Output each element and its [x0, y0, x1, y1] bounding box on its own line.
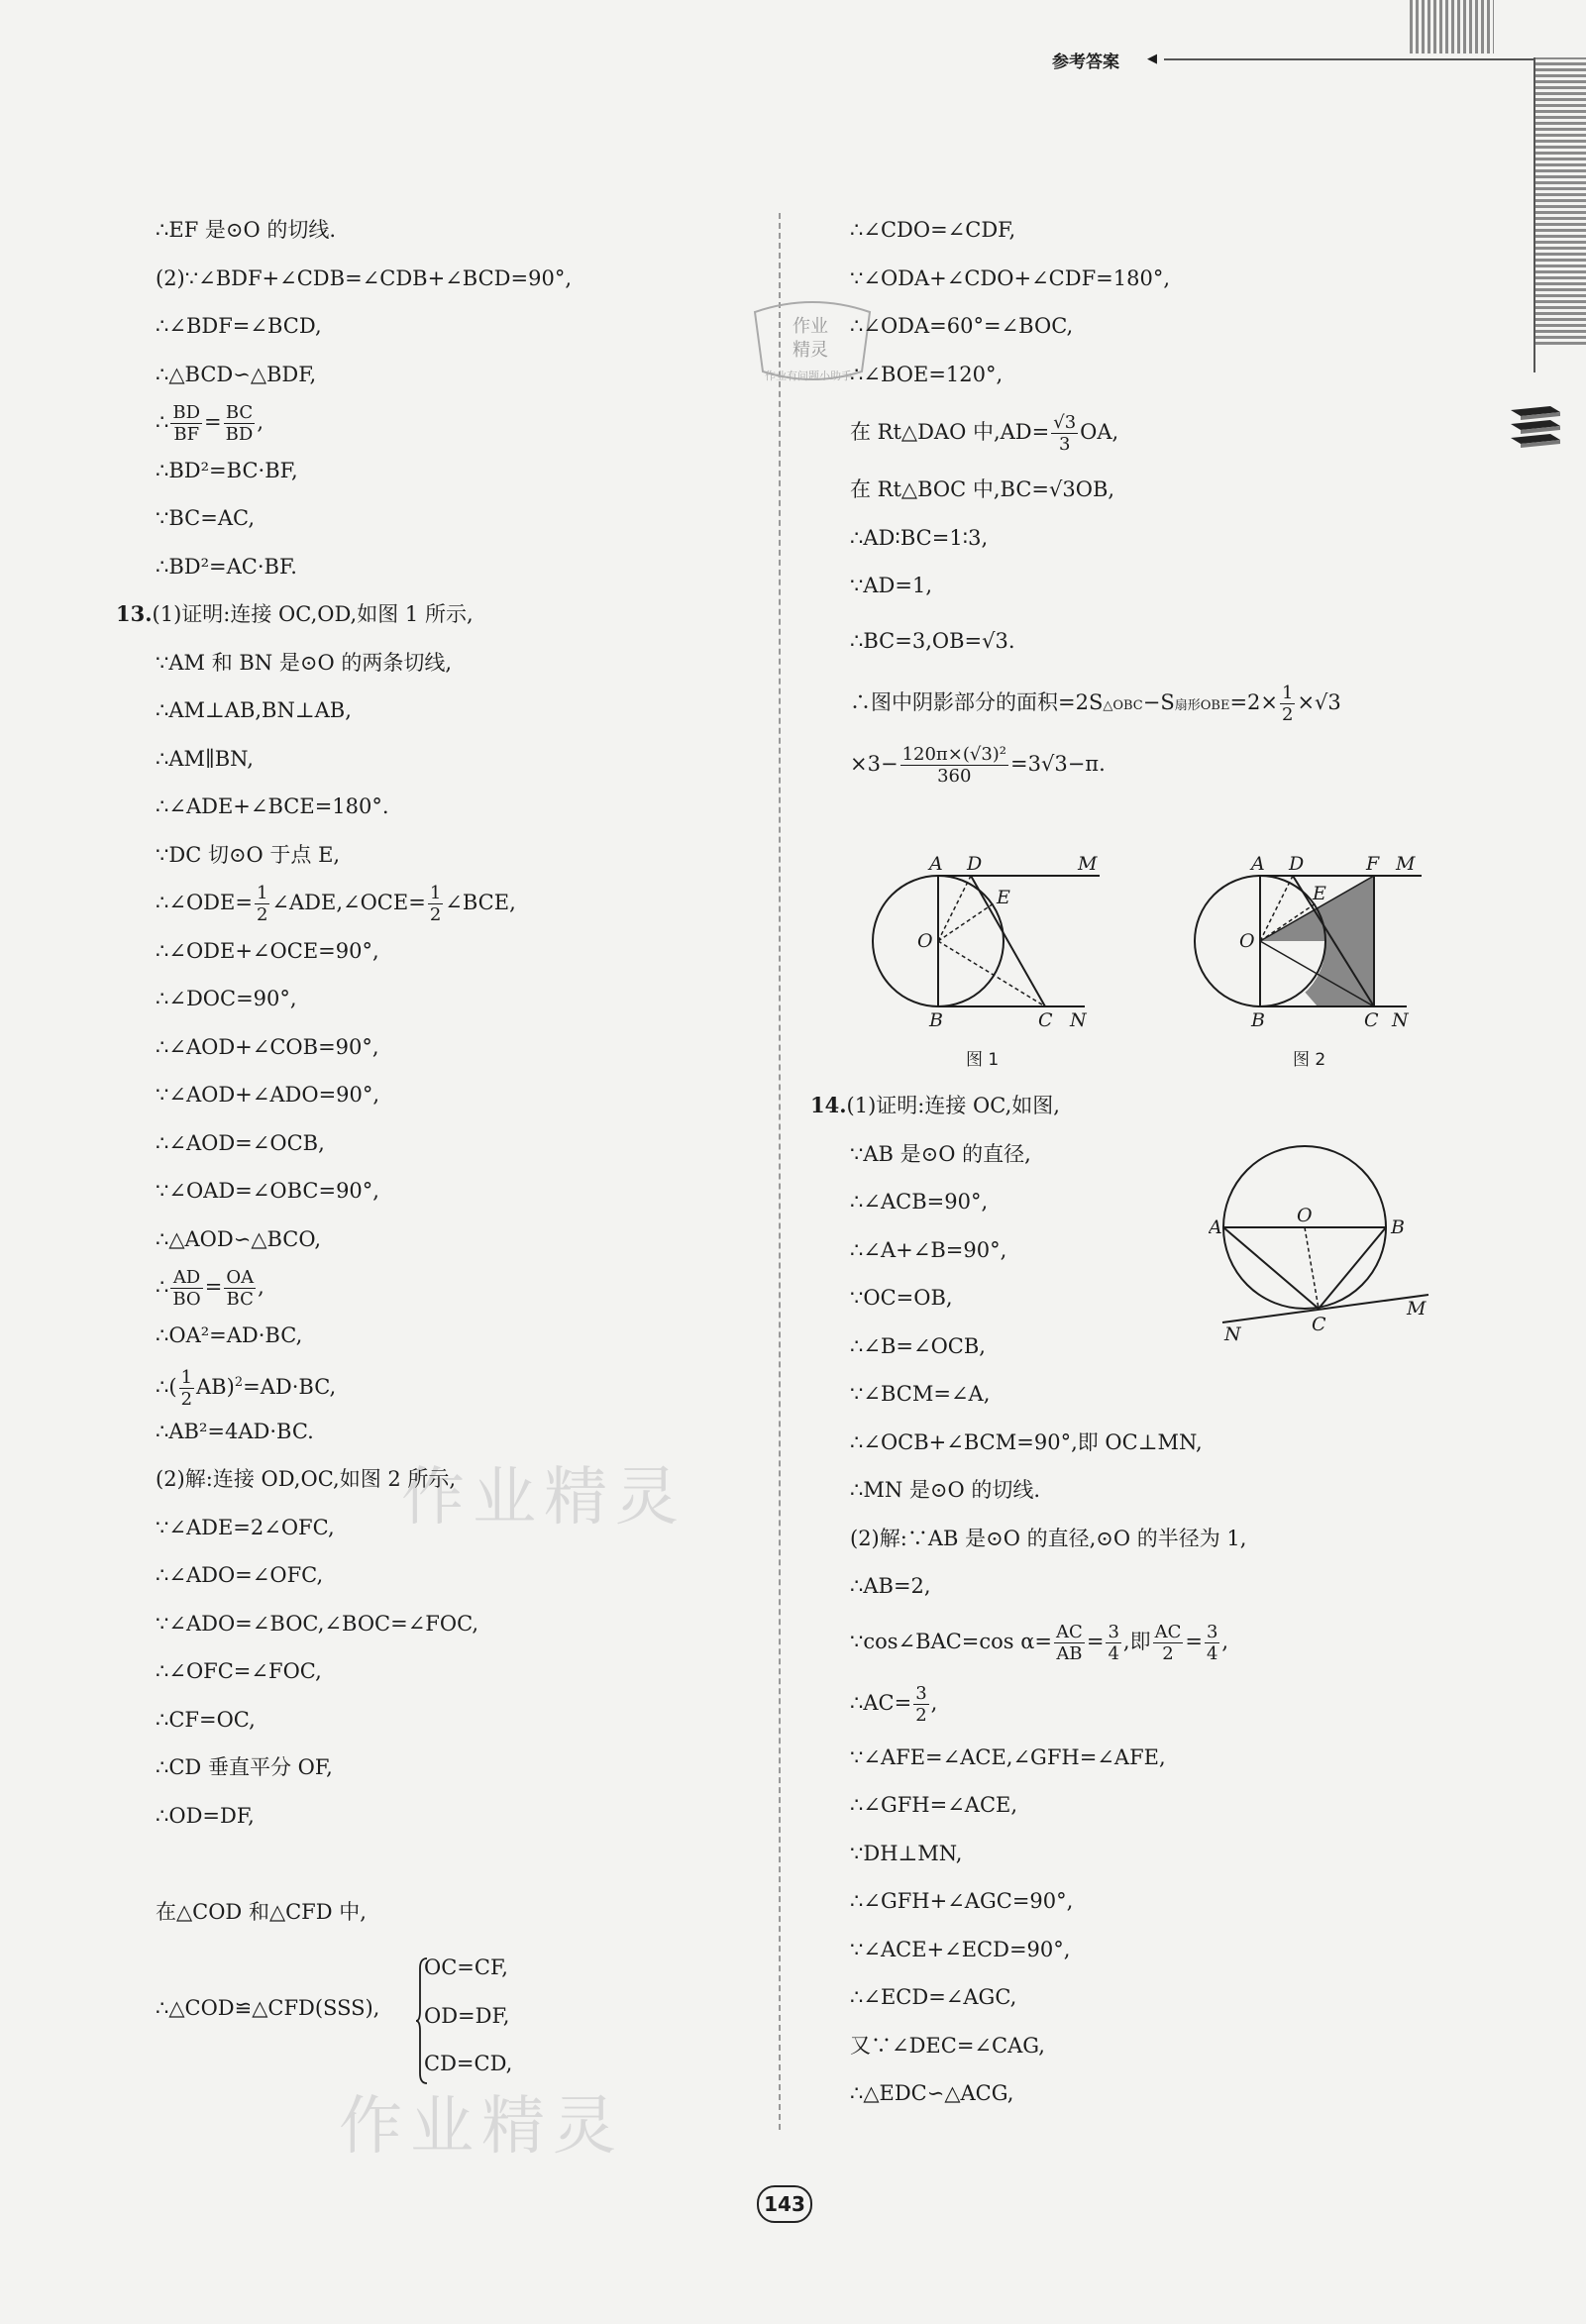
- text-line: ∵∠AFE=∠ACE,∠GFH=∠AFE,: [850, 1744, 1166, 1769]
- text-line: ∵DC 切⊙O 于点 E,: [156, 842, 341, 867]
- header-rule: [1164, 58, 1535, 60]
- text-line: ∴∠ADO=∠OFC,: [156, 1563, 324, 1587]
- text-line: ∵∠ADE=2∠OFC,: [156, 1515, 335, 1539]
- text-line: ∴∠A+∠B=90°,: [850, 1237, 1007, 1262]
- text-line: ∴EF 是⊙O 的切线.: [156, 218, 337, 242]
- fraction-line: ∴图中阴影部分的面积=2S△OBC−S扇形OBE=2× $\frac{1}{2}$ ×√3: [850, 682, 1341, 725]
- text-line: ∵BC=AC,: [156, 506, 256, 530]
- cases-system: [424, 1944, 512, 2088]
- text-line: ∴AB=2,: [850, 1574, 931, 1598]
- fig3-label-m: M: [1407, 1298, 1427, 1320]
- text-line: ∴AM∥BN,: [156, 746, 254, 771]
- svg-text:精灵: 精灵: [793, 340, 828, 361]
- text-line: 14.(1)证明:连接 OC,如图,: [810, 1093, 1060, 1117]
- fraction-line: ×3− $\frac{\text{120π×(√3)²}}{360}$ =3√3−π.: [850, 743, 1106, 787]
- fig1-label-a: A: [929, 853, 943, 875]
- fig1-label-b: B: [929, 1009, 943, 1030]
- text-line: ∴∠GFH=∠ACE,: [850, 1793, 1018, 1817]
- fraction-line: ∴∠ODE= $\frac{1}{2}$ ∠ADE,∠OCE= $\frac{1}{2}$ ∠BCE,: [156, 883, 516, 925]
- text-line: ∵OC=OB,: [850, 1286, 953, 1310]
- header-title: 参考答案: [1052, 53, 1119, 72]
- fig3-label-c: C: [1312, 1314, 1326, 1335]
- column-divider: [779, 213, 781, 2130]
- figure-2-caption: 图 2: [1293, 1050, 1326, 1070]
- right-column: [850, 206, 1464, 794]
- svg-text:作业: 作业: [793, 316, 828, 337]
- figure-2: [1184, 842, 1441, 1030]
- text-line: ∴∠B=∠OCB,: [850, 1333, 986, 1358]
- margin-rule: [1533, 57, 1535, 372]
- watermark: 作业精灵: [401, 1461, 687, 1534]
- text-line: ∵∠AOD+∠ADO=90°,: [156, 1083, 380, 1107]
- text-line: ∴BD²=BC·BF,: [156, 458, 298, 482]
- text-line: ∴△EDC∽△ACG,: [850, 2081, 1014, 2105]
- text-line: ∵∠ODA+∠CDO+∠CDF=180°,: [850, 265, 1171, 290]
- text-line: ∴∠OCB+∠BCM=90°,即 OC⊥MN,: [850, 1429, 1203, 1454]
- fig3-label-b: B: [1391, 1216, 1405, 1238]
- text-line: ∴∠BDF=∠BCD,: [156, 314, 322, 338]
- fig2-label-b: B: [1251, 1009, 1265, 1030]
- case-line: CD=CD,: [424, 2052, 513, 2075]
- books-icon: [1506, 396, 1565, 456]
- text-line: ∴∠ACB=90°,: [850, 1190, 989, 1214]
- fraction-line: ∴( $\frac{1}{2}$ AB)$^2$=AD·BC,: [156, 1367, 337, 1410]
- text-line: ∴∠ECD=∠AGC,: [850, 1985, 1017, 2009]
- svg-text:作业有问题小助手: 作业有问题小助手: [765, 370, 852, 382]
- text-line: ∴∠AOD+∠COB=90°,: [156, 1034, 379, 1059]
- question-number: 13.: [116, 601, 153, 626]
- text-line: ∴∠BOE=120°,: [850, 362, 1004, 386]
- fraction-line: ∵cos∠BAC=cos α= $\frac{AC}{AB}$ = $\frac{3}{4}$ ,即 $\frac{AC}{2}$ = $\frac{3}{4}$ ,: [850, 1621, 1229, 1664]
- header-stripe-decoration: [1410, 0, 1494, 53]
- fig2-label-d: D: [1289, 853, 1305, 875]
- text-line: ∴∠OFC=∠FOC,: [156, 1659, 322, 1683]
- fig2-label-n: N: [1392, 1009, 1409, 1030]
- text-line: ∴CF=OC,: [156, 1707, 256, 1732]
- header-arrow-icon: ◀: [1147, 52, 1157, 66]
- watermark: 作业精灵: [339, 2090, 624, 2164]
- text-line: 13.(1)证明:连接 OC,OD,如图 1 所示,: [116, 601, 474, 626]
- text-line: (2)∵∠BDF+∠CDB=∠CDB+∠BCD=90°,: [156, 265, 573, 290]
- fraction-line: 在 Rt△DAO 中,AD= $\frac{√3}{3}$ OA,: [850, 412, 1119, 455]
- fig1-label-c: C: [1038, 1009, 1053, 1030]
- text-line: ∵AB 是⊙O 的直径,: [850, 1141, 1031, 1166]
- fraction-line: ∴ $\frac{AD}{BO}$ = $\frac{OA}{BC}$ ,: [156, 1267, 264, 1310]
- text-line: ∴MN 是⊙O 的切线.: [850, 1478, 1041, 1502]
- case-line: OC=CF,: [424, 1955, 508, 1979]
- margin-stripe-decoration: [1533, 57, 1586, 345]
- case-line: OD=DF,: [424, 2003, 510, 2028]
- text-line: ∴∠ODE+∠OCE=90°,: [156, 938, 379, 963]
- text-line: ∵∠ACE+∠ECD=90°,: [850, 1937, 1071, 1961]
- text-line: 在△COD 和△CFD 中,: [156, 1899, 367, 1924]
- text-line: ∴AD∶BC=1∶3,: [850, 525, 989, 550]
- fig1-label-o: O: [917, 930, 933, 952]
- text-line: (2)解:∵AB 是⊙O 的直径,⊙O 的半径为 1,: [850, 1526, 1247, 1550]
- fig3-label-o: O: [1297, 1205, 1313, 1226]
- text-line: 在 Rt△BOC 中,BC=√3OB,: [850, 477, 1115, 501]
- text-line: ∴△COD≌△CFD(SSS),: [156, 1995, 380, 2020]
- text-line: ∴△BCD∽△BDF,: [156, 362, 317, 386]
- fig1-label-m: M: [1078, 853, 1098, 875]
- fig2-label-m: M: [1396, 853, 1416, 875]
- text-line: ∵∠BCM=∠A,: [850, 1382, 991, 1406]
- text-line: ∵AM 和 BN 是⊙O 的两条切线,: [156, 650, 453, 675]
- text-line: ∵∠ADO=∠BOC,∠BOC=∠FOC,: [156, 1611, 479, 1636]
- text-line: ∴BC=3,OB=√3.: [850, 628, 1015, 653]
- text-line: ∵AD=1,: [850, 574, 932, 597]
- fig2-label-a: A: [1251, 853, 1265, 875]
- page-number: 143: [757, 2185, 812, 2223]
- fig3-label-n: N: [1224, 1323, 1241, 1342]
- fig2-label-o: O: [1239, 930, 1255, 952]
- left-column: [116, 206, 760, 2032]
- fraction-line: ∴AC= $\frac{3}{2}$ ,: [850, 1682, 938, 1726]
- text-line: ∴∠DOC=90°,: [156, 987, 297, 1010]
- text-line: ∵DH⊥MN,: [850, 1841, 963, 1865]
- text-line: ∴∠AOD=∠OCB,: [156, 1130, 325, 1155]
- text-line: ∴OD=DF,: [156, 1803, 255, 1828]
- text-line: ∴AM⊥AB,BN⊥AB,: [156, 698, 352, 722]
- text-line: ∴OA²=AD·BC,: [156, 1322, 303, 1347]
- text-line: (2)解:连接 OD,OC,如图 2 所示,: [156, 1467, 457, 1491]
- text-line: ∴∠GFH+∠AGC=90°,: [850, 1889, 1074, 1913]
- question-number: 14.: [810, 1093, 847, 1117]
- figure-1-caption: 图 1: [966, 1050, 1000, 1070]
- fig1-label-e: E: [997, 887, 1010, 908]
- fig1-label-n: N: [1070, 1009, 1087, 1030]
- text-line: ∴∠CDO=∠CDF,: [850, 218, 1016, 242]
- text-line: ∴AB²=4AD·BC.: [156, 1419, 314, 1443]
- text-line: ∴∠ADE+∠BCE=180°.: [156, 794, 389, 818]
- fig2-label-e: E: [1313, 883, 1326, 904]
- text-line: ∴CD 垂直平分 OF,: [156, 1755, 333, 1779]
- fig3-label-a: A: [1209, 1216, 1222, 1238]
- fig2-label-c: C: [1364, 1009, 1379, 1030]
- text-line: ∴BD²=AC·BF.: [156, 554, 297, 579]
- text-line: ∴∠ODA=60°=∠BOC,: [850, 314, 1074, 338]
- text-line: 又∵∠DEC=∠CAG,: [850, 2033, 1045, 2058]
- text-line: ∵∠OAD=∠OBC=90°,: [156, 1179, 379, 1203]
- figure-3: [1209, 1144, 1446, 1342]
- fig1-label-d: D: [967, 853, 983, 875]
- figure-1: [862, 842, 1119, 1030]
- fig2-label-f: F: [1366, 853, 1380, 875]
- fraction-line: ∴ $\frac{BD}{BF}$ = $\frac{BC}{BD}$ ,: [156, 402, 264, 445]
- text-line: ∴△AOD∽△BCO,: [156, 1226, 322, 1251]
